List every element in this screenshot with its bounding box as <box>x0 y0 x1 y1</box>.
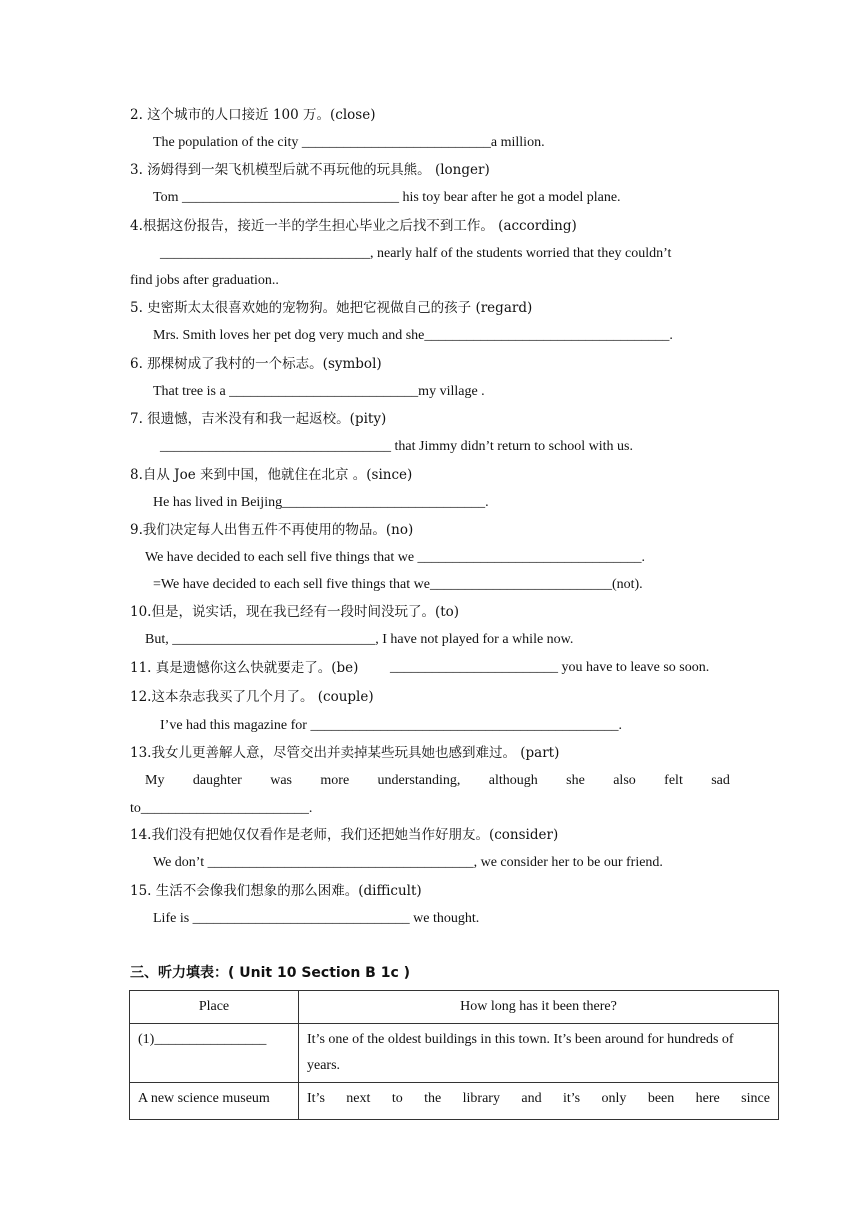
header-how-long: How long has it been there? <box>299 991 779 1024</box>
item-15-english: Life is _______________________________ we thought. <box>153 911 480 926</box>
table-row <box>130 1083 779 1120</box>
item-13-word: although <box>488 773 538 788</box>
item-4-english: ______________________________, nearly half of the students worried that they couldn’t <box>160 246 672 261</box>
row1-place: (1)________________ <box>130 1024 299 1083</box>
table-header-row <box>130 991 779 1024</box>
item-13-word: she <box>566 773 585 788</box>
item-6-chinese: 6. 那棵树成了我村的一个标志。(symbol) <box>130 356 382 372</box>
item-2-chinese: 2. 这个城市的人口接近 100 万。(close) <box>130 107 376 123</box>
item-13-english-cont: to________________________. <box>130 801 313 816</box>
row1-answer: It’s one of the oldest buildings in this town. It’s been around for hundreds of years. <box>299 1024 779 1083</box>
header-place: Place <box>130 991 299 1024</box>
row2-answer <box>299 1083 779 1120</box>
item-7-english: _________________________________ that Jimmy didn’t return to school with us. <box>160 439 634 454</box>
item-4-chinese: 4.根据这份报告，接近一半的学生担心毕业之后找不到工作。 (according) <box>130 218 577 234</box>
item-11-chinese: 11. 真是遗憾你这么快就要走了。(be) <box>130 660 359 676</box>
row2-word: and <box>521 1091 542 1106</box>
row2-word: only <box>601 1091 627 1106</box>
item-13-word: daughter <box>192 773 242 788</box>
item-10-english: But, _____________________________, I have not played for a while now. <box>145 632 574 647</box>
listening-table <box>129 990 779 1120</box>
row2-word: been <box>647 1091 675 1106</box>
item-8-chinese: 8.自从 Joe 来到中国，他就住在北京 。(since) <box>130 467 413 483</box>
item-13-word: also <box>613 773 636 788</box>
item-6-english: That tree is a ___________________________my village . <box>153 384 485 399</box>
item-13-word: sad <box>711 773 730 788</box>
item-2-english: The population of the city ___________________________a million. <box>153 135 545 150</box>
item-13-word: My <box>145 773 165 788</box>
item-15-chinese: 15. 生活不会像我们想象的那么困难。(difficult) <box>130 883 422 899</box>
item-9-english: We have decided to each sell five things that we ________________________________. <box>145 550 646 565</box>
item-8-english: He has lived in Beijing_____________________________. <box>153 495 489 510</box>
row2-word: next <box>346 1091 371 1106</box>
item-5-english: Mrs. Smith loves her pet dog very much and she___________________________________. <box>153 328 673 343</box>
item-13-word: felt <box>664 773 683 788</box>
row2-word: since <box>741 1091 770 1106</box>
item-11-english: ________________________ you have to leave so soon. <box>390 660 710 675</box>
item-12-english: I’ve had this magazine for ____________________________________________. <box>160 718 622 733</box>
item-13-word: understanding, <box>377 773 461 788</box>
row2-place: A new science museum <box>130 1083 299 1120</box>
item-9-chinese: 9.我们决定每人出售五件不再使用的物品。(no) <box>130 522 414 538</box>
item-13-chinese: 13.我女儿更善解人意，尽管交出并卖掉某些玩具她也感到难过。 (part) <box>130 745 560 761</box>
row2-word: library <box>462 1091 500 1106</box>
item-13-english <box>145 772 730 790</box>
item-3-english: Tom _______________________________ his toy bear after he got a model plane. <box>153 190 621 205</box>
row2-word: the <box>424 1091 442 1106</box>
item-4-english-cont: find jobs after graduation.. <box>130 273 279 288</box>
section-3-heading: 三、听力填表：( Unit 10 Section B 1c ) <box>130 965 411 981</box>
item-5-chinese: 5. 史密斯太太很喜欢她的宠物狗。她把它视做自己的孩子 (regard) <box>130 300 533 316</box>
item-3-chinese: 3. 汤姆得到一架飞机模型后就不再玩他的玩具熊。 (longer) <box>130 162 490 178</box>
item-7-chinese: 7. 很遗憾，吉米没有和我一起返校。(pity) <box>130 411 387 427</box>
item-13-word: more <box>320 773 350 788</box>
item-9-english-alt: =We have decided to each sell five things that we__________________________(not). <box>153 577 643 592</box>
row2-word: It’s <box>307 1091 325 1106</box>
table-row <box>130 1024 779 1083</box>
row2-word: to <box>391 1091 403 1106</box>
item-10-chinese: 10.但是，说实话，现在我已经有一段时间没玩了。(to) <box>130 604 460 620</box>
item-13-word: was <box>270 773 292 788</box>
item-14-chinese: 14.我们没有把她仅仅看作是老师，我们还把她当作好朋友。(consider) <box>130 827 559 843</box>
row2-word: here <box>695 1091 720 1106</box>
item-12-chinese: 12.这本杂志我买了几个月了。 (couple) <box>130 689 374 705</box>
row2-word: it’s <box>562 1091 581 1106</box>
item-14-english: We don’t ______________________________________, we consider her to be our friend. <box>153 855 663 870</box>
